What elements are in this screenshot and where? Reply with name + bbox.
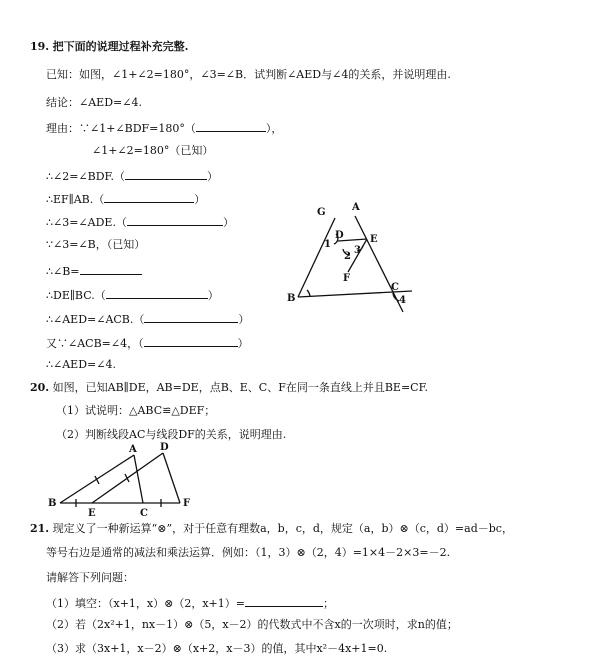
fig-label-3: 3 bbox=[354, 245, 361, 256]
q19-given: 已知：如图，∠1+∠2=180°，∠3=∠B．试判断∠AED与∠4的关系，并说明理由. bbox=[46, 68, 451, 81]
q21-number: 21. bbox=[30, 522, 50, 535]
q21-ask: 请解答下列问题： bbox=[46, 571, 134, 584]
fig-label-e: E bbox=[370, 234, 378, 245]
segment-ac bbox=[134, 455, 143, 503]
fig-label-4: 4 bbox=[399, 295, 406, 306]
fig20-label-b: B bbox=[48, 498, 57, 509]
q19-conclusion: 结论：∠AED=∠4. bbox=[46, 96, 142, 109]
q20-text: 如图，已知AB∥DE，AB=DE，点B、E、C、F在同一条直线上并且BE=CF. bbox=[52, 381, 429, 394]
fig20-label-c: C bbox=[140, 508, 148, 519]
q19-step3-end: ） bbox=[206, 170, 218, 183]
q19-step9-end: ） bbox=[238, 313, 250, 326]
q21-text2: 等号右边是通常的减法和乘法运算．例如：（1，3）⊗（2，4）=1×4－2×3=－2. bbox=[46, 546, 451, 559]
fig-label-2: 2 bbox=[344, 251, 351, 262]
q19-step10-text: 又∵∠ACB=∠4，（ bbox=[46, 337, 144, 350]
fig20-label-f: F bbox=[183, 498, 191, 509]
fig-label-c: C bbox=[391, 282, 399, 293]
fig-label-b: B bbox=[287, 293, 296, 304]
q19-step8-end: ） bbox=[207, 289, 219, 302]
q20-part2: （2）判断线段AC与线段DF的关系，说明理由. bbox=[56, 428, 287, 441]
q19-step2: ∠1+∠2=180°（已知） bbox=[92, 144, 214, 157]
q19-step10-end: ） bbox=[237, 337, 249, 350]
fig-label-1: 1 bbox=[324, 239, 331, 250]
q19-step6: ∵∠3=∠B，（已知） bbox=[46, 238, 146, 251]
segment-df bbox=[163, 453, 180, 503]
q20-part1: （1）试说明：△ABC≌△DEF； bbox=[56, 404, 216, 417]
q21-part1-end: ； bbox=[322, 597, 334, 610]
q19-step3-text: ∴∠2=∠BDF.（ bbox=[46, 170, 125, 183]
q19-step5-text: ∴∠3=∠ADE.（ bbox=[46, 216, 127, 229]
q19-step9-text: ∴∠AED=∠ACB.（ bbox=[46, 313, 145, 326]
q19-step4-text: ∴EF∥AB.（ bbox=[46, 193, 105, 206]
q19-step4-end: ） bbox=[194, 193, 206, 206]
q21-part3: （3）求（3x+1，x－2）⊗（x+2，x－3）的值，其中x²－4x+1=0. bbox=[46, 642, 388, 655]
q19-step1-text: ∵∠1+∠BDF=180°（ bbox=[79, 122, 196, 135]
q19-step7-text: ∴∠B= bbox=[46, 265, 80, 278]
q19-title: 把下面的说理过程补充完整. bbox=[52, 40, 189, 53]
q21-part1-text: （1）填空：（x+1，x）⊗（2，x+1）= bbox=[46, 597, 245, 610]
fig20-label-a: A bbox=[129, 444, 137, 455]
q19-step1-end: ）， bbox=[265, 122, 283, 135]
q21-header bbox=[30, 522, 513, 536]
q19-step11: ∴∠AED=∠4. bbox=[46, 358, 116, 371]
q21-blank-1[interactable] bbox=[245, 595, 323, 607]
fig20-label-d: D bbox=[160, 442, 169, 453]
q21-part2: （2）若（2x²+1，nx－1）⊗（5，x－2）的代数式中不含x的一次项时，求n的值； bbox=[46, 618, 458, 631]
q21-part1 bbox=[46, 595, 334, 611]
fig-label-a: A bbox=[352, 202, 360, 213]
fig-label-g: G bbox=[317, 207, 326, 218]
fig-label-d: D bbox=[335, 230, 344, 241]
q19-step8-text: ∴DE∥BC.（ bbox=[46, 289, 106, 302]
q20-number: 20. bbox=[30, 381, 50, 394]
q19-reason-label: 理由： bbox=[46, 122, 79, 135]
q19-step5-end: ） bbox=[222, 216, 234, 229]
fig20-label-e: E bbox=[88, 508, 96, 519]
q21-text1: 现定义了一种新运算“⊗”，对于任意有理数a，b，c，d，规定（a，b）⊗（c，d）=ad－bc， bbox=[52, 522, 513, 535]
q19-number: 19. bbox=[30, 40, 50, 53]
fig-label-f: F bbox=[343, 273, 351, 284]
